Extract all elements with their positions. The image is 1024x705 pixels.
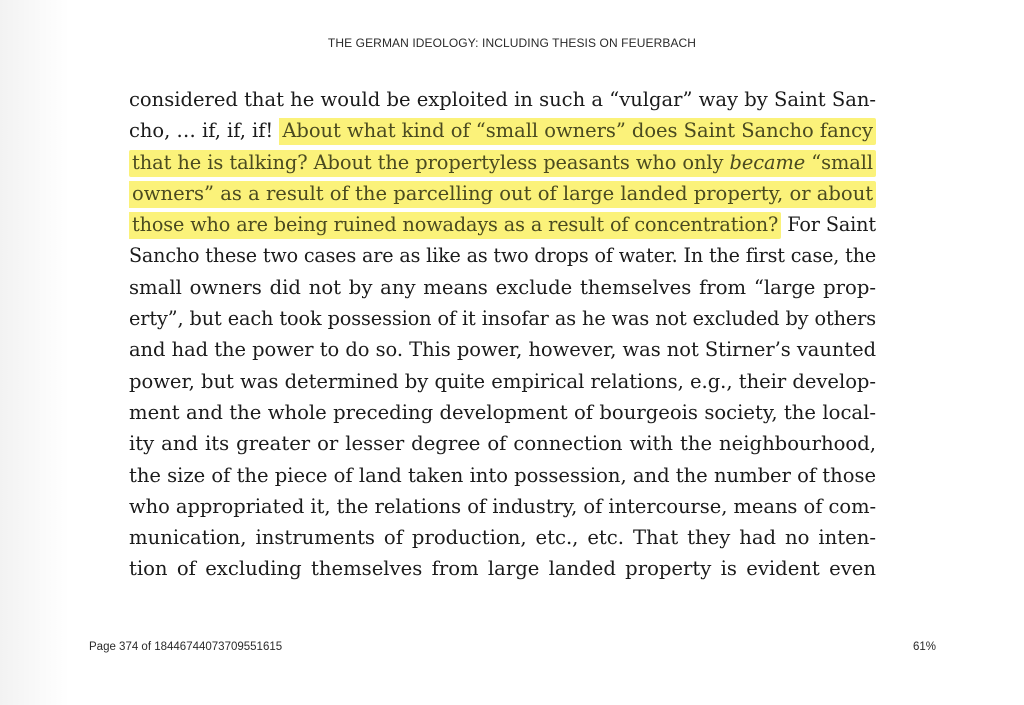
text-line[interactable] [129, 366, 876, 397]
body-text[interactable]: who appropriated it, the relations of industry, of intercourse, means of com- [129, 494, 876, 518]
body-text[interactable]: and had the power to do so. This power, however, was not Stirner’s vaunted [129, 338, 876, 362]
highlighted-text[interactable]: that he is talking? About the propertyless peasants who only [129, 150, 730, 177]
highlighted-text[interactable]: owners” as a result of the parcelling out of large landed property, or about [129, 181, 876, 208]
text-line[interactable] [129, 553, 876, 584]
body-text[interactable]: ment and the whole preceding development of bourgeois society, the local- [129, 400, 876, 424]
body-text[interactable]: For Saint [781, 213, 876, 237]
body-text[interactable]: munication, instruments of production, etc., etc. That they had no inten- [129, 526, 876, 550]
highlighted-text[interactable]: became [730, 150, 806, 177]
reading-progress: 61% [912, 641, 936, 653]
text-line[interactable] [129, 428, 876, 459]
body-text[interactable]: the size of the piece of land taken into possession, and the number of those [129, 463, 876, 487]
text-line[interactable] [129, 178, 876, 209]
book-title-header: THE GERMAN IDEOLOGY: INCLUDING THESIS ON FEUERBACH [327, 36, 697, 50]
body-text[interactable]: tion of excluding themselves from large landed property is evident even [129, 557, 876, 581]
body-text[interactable]: Sancho these two cases are as like as two drops of water. In the first case, the [129, 244, 876, 268]
text-line[interactable] [129, 397, 876, 428]
text-line[interactable] [129, 334, 876, 365]
text-line[interactable] [129, 491, 876, 522]
text-line[interactable] [129, 460, 876, 491]
text-line[interactable] [129, 303, 876, 334]
text-line[interactable] [129, 147, 876, 178]
body-text[interactable]: ity and its greater or lesser degree of connection with the neighbourhood, [129, 432, 876, 456]
highlighted-text[interactable]: About what kind of “small owners” does Saint Sancho fancy [279, 118, 876, 145]
body-text[interactable]: power, but was determined by quite empirical relations, e.g., their develop- [129, 369, 876, 393]
page-indicator: Page 374 of 18446744073709551615 [89, 641, 283, 653]
body-text[interactable]: considered that he would be exploited in such a “vulgar” way by Saint San- [129, 88, 876, 111]
text-line[interactable] [129, 240, 876, 271]
body-text[interactable]: erty”, but each took possession of it insofar as he was not excluded by others [129, 307, 876, 331]
text-line[interactable] [129, 209, 876, 240]
page-spine-shadow [0, 0, 70, 705]
page-text-body[interactable] [129, 84, 876, 585]
text-line[interactable] [129, 115, 876, 146]
highlighted-text[interactable]: those who are being ruined nowadays as a result of concentration? [129, 212, 781, 239]
body-text[interactable]: small owners did not by any means exclude themselves from “large prop- [129, 275, 876, 299]
body-text[interactable]: cho, … if, if, if! [129, 119, 280, 143]
highlighted-text[interactable]: “small [805, 150, 876, 177]
text-line[interactable] [129, 272, 876, 303]
text-line[interactable] [129, 522, 876, 553]
text-line[interactable] [129, 84, 876, 115]
